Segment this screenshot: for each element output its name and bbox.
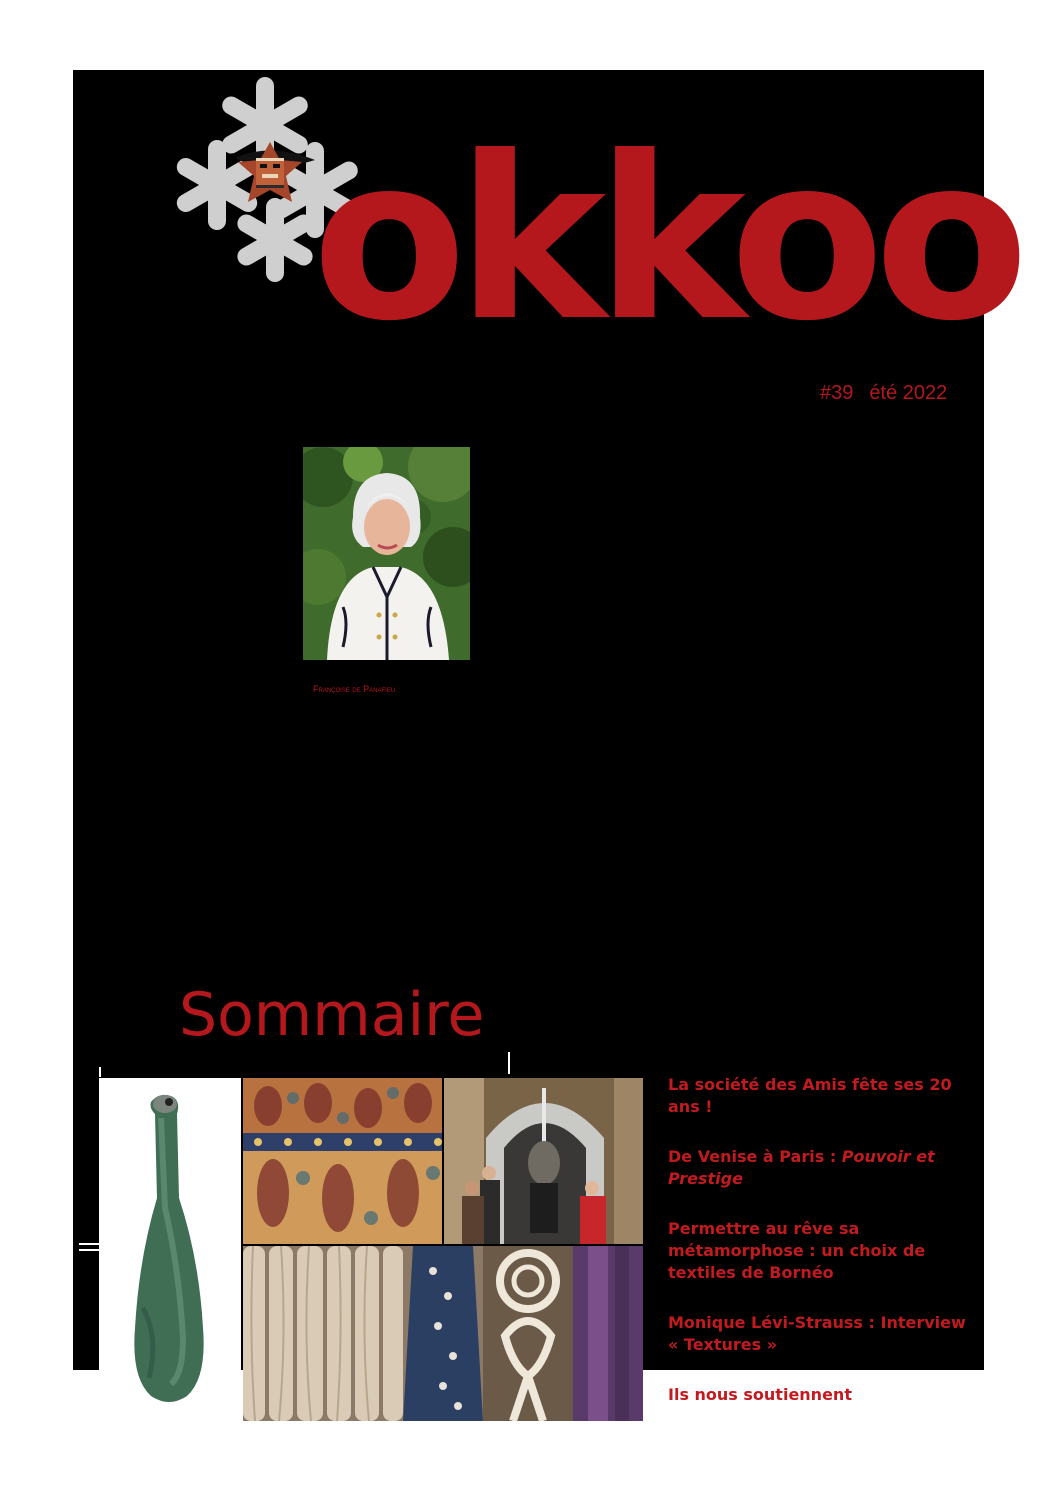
toc-item-soutiens[interactable]: Ils nous soutiennent (668, 1385, 852, 1404)
portrait-caption: Françoise de Panafieu (313, 684, 396, 694)
issue-info (820, 382, 947, 405)
magazine-title: okkoo (312, 109, 1019, 371)
crop-mark (508, 1052, 510, 1074)
borneo-textiles-photo (243, 1246, 643, 1421)
toc-item-borneo[interactable]: Permettre au rêve sa métamorphose : un choix de textiles de Bornéo (668, 1219, 926, 1282)
issue-date: été 2022 (869, 382, 948, 404)
jade-artifact-photo (99, 1078, 241, 1421)
toc-item-venise-italic: Pouvoir et Prestige (668, 1147, 935, 1188)
portrait-photo (303, 447, 470, 660)
issue-number: #39 (820, 382, 854, 404)
sommaire-heading: Sommaire (179, 980, 485, 1050)
museum-gallery-photo (444, 1078, 643, 1244)
toc-item-anniversary[interactable]: La société des Amis fête ses 20 ans ! (668, 1075, 952, 1116)
toc-item-interview[interactable]: Monique Lévi-Strauss : Interview « Textures » (668, 1313, 966, 1354)
toc-item-venise[interactable] (668, 1146, 968, 1190)
table-of-contents (668, 1074, 968, 1434)
crop-mark (99, 1067, 101, 1077)
crop-mark (260, 1424, 262, 1446)
paisley-textile-photo (243, 1078, 442, 1244)
toc-item-venise-text: De Venise à Paris : (668, 1147, 842, 1166)
